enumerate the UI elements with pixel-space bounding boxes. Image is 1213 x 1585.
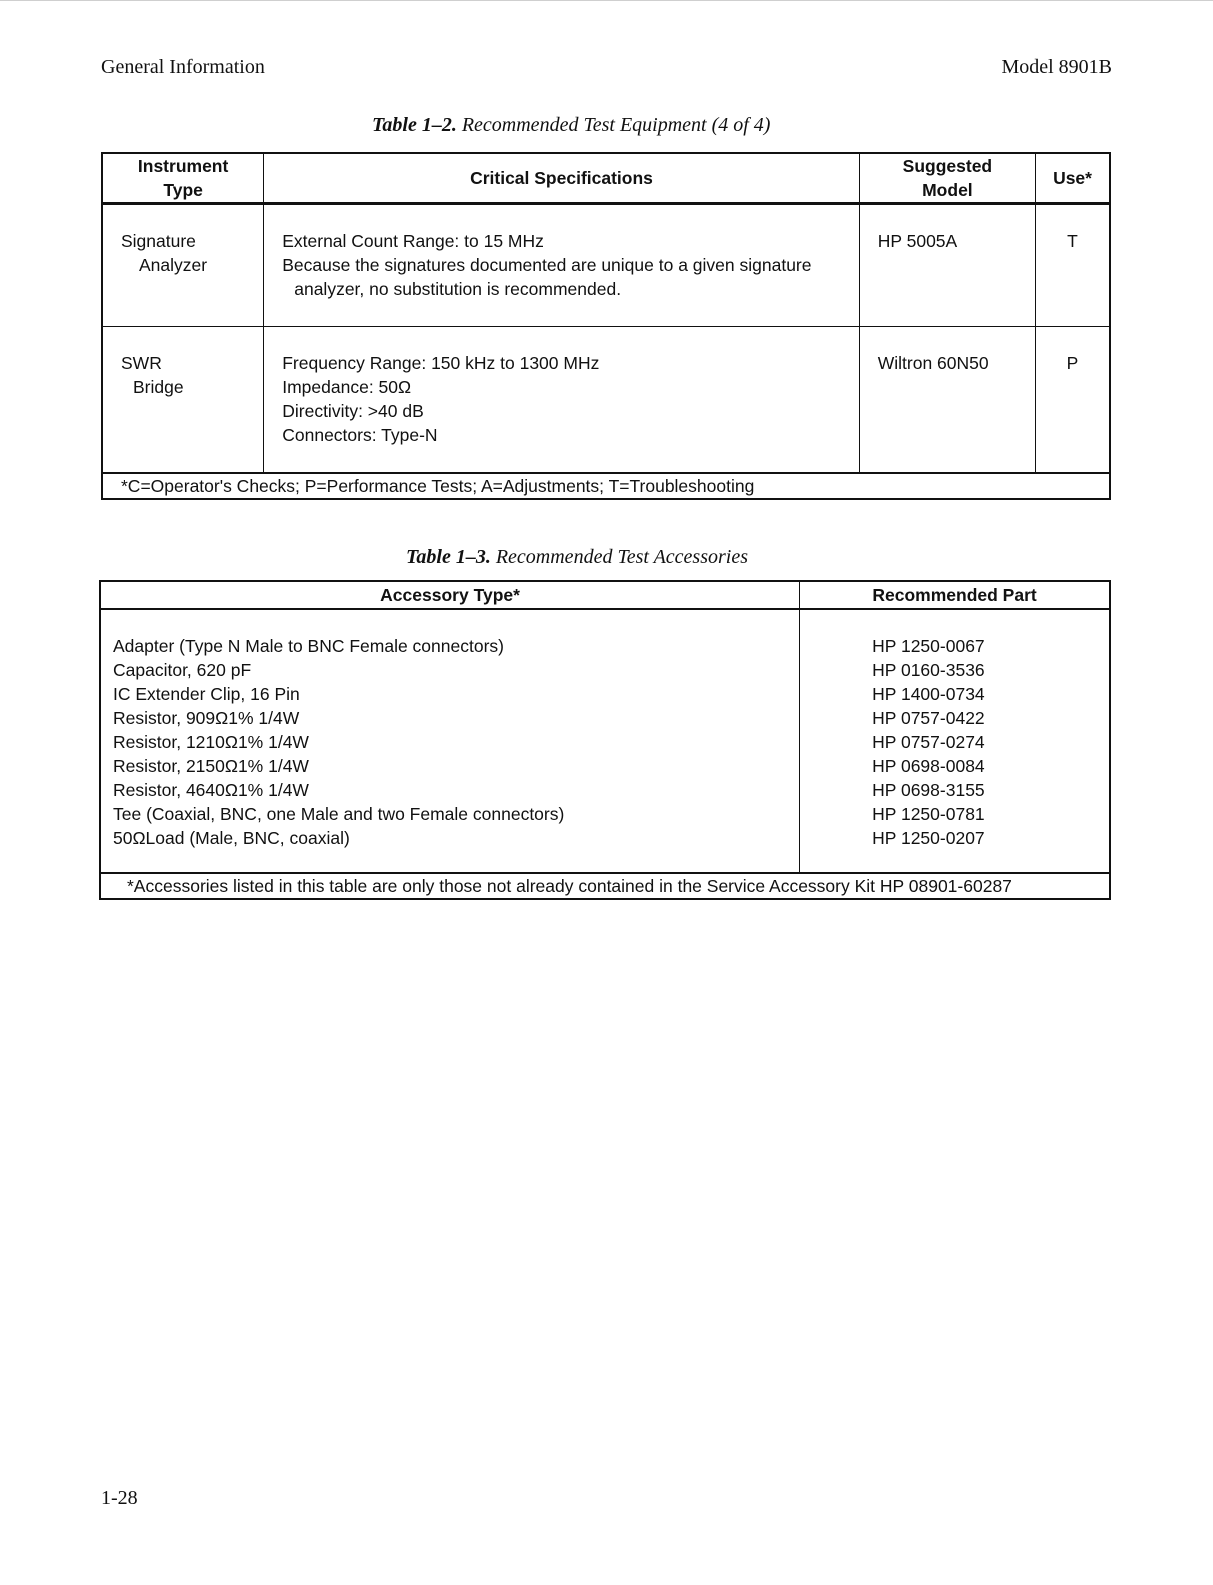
list-item: HP 1400-0734	[872, 684, 985, 704]
suggested-model-cell: HP 5005A	[859, 204, 1035, 327]
instrument-type-cell: Signature Analyzer	[102, 204, 264, 327]
table1-caption	[372, 114, 770, 137]
col-header-recommended-part: Recommended Part	[800, 581, 1110, 609]
table2-caption-label: Table 1–3.	[406, 546, 491, 568]
col-header-instrument-type: Instrument Type	[102, 153, 264, 204]
table-footnote-row	[102, 473, 1110, 499]
page-number: 1-28	[101, 1487, 138, 1509]
list-item: HP 1250-0781	[872, 804, 985, 824]
use-legend-footnote: *C=Operator's Checks; P=Performance Tests; A=Adjustments; T=Troubleshooting	[102, 473, 1110, 499]
table-row	[102, 204, 1110, 327]
table1-caption-label: Table 1–2.	[372, 114, 457, 136]
list-item: HP 0757-0422	[872, 708, 985, 728]
accessory-list	[100, 609, 800, 873]
critical-specs-cell: External Count Range: to 15 MHz Because the signatures documented are unique to a given signature analyzer, no substitution is recommended.	[264, 204, 860, 327]
list-item: HP 1250-0067	[872, 636, 985, 656]
recommended-test-accessories-table	[99, 580, 1111, 900]
list-item: HP 0698-0084	[872, 756, 985, 776]
list-item: Resistor, 4640Ω1% 1/4W	[113, 780, 309, 800]
use-cell: T	[1036, 204, 1110, 327]
model-header: Model 8901B	[1001, 56, 1112, 78]
list-item: Adapter (Type N Male to BNC Female connectors)	[113, 636, 504, 656]
table-footnote-row	[100, 873, 1110, 899]
instrument-type-cell: SWR Bridge	[102, 327, 264, 474]
table1-caption-text: Recommended Test Equipment (4 of 4)	[461, 114, 771, 136]
table-row	[102, 327, 1110, 474]
use-cell: P	[1036, 327, 1110, 474]
list-item: HP 1250-0207	[872, 828, 985, 848]
list-item: IC Extender Clip, 16 Pin	[113, 684, 300, 704]
col-header-critical-specifications: Critical Specifications	[264, 153, 860, 204]
list-item: HP 0160-3536	[872, 660, 985, 680]
page-top-border	[0, 0, 1213, 1]
list-item: Tee (Coaxial, BNC, one Male and two Female connectors)	[113, 804, 565, 824]
list-item: HP 0757-0274	[872, 732, 985, 752]
critical-specs-cell: Frequency Range: 150 kHz to 1300 MHz Impedance: 50Ω Directivity: >40 dB Connectors: Type-N	[264, 327, 860, 474]
col-header-accessory-type: Accessory Type*	[100, 581, 800, 609]
part-number-list	[800, 609, 1110, 873]
suggested-model-cell: Wiltron 60N50	[859, 327, 1035, 474]
list-item: Resistor, 2150Ω1% 1/4W	[113, 756, 309, 776]
list-item: Capacitor, 620 pF	[113, 660, 252, 680]
list-item: HP 0698-3155	[872, 780, 985, 800]
col-header-use: Use*	[1036, 153, 1110, 204]
table-row	[100, 609, 1110, 873]
list-item: Resistor, 1210Ω1% 1/4W	[113, 732, 309, 752]
table2-caption	[406, 546, 748, 569]
table2-caption-text: Recommended Test Accessories	[495, 546, 748, 568]
list-item: 50ΩLoad (Male, BNC, coaxial)	[113, 828, 350, 848]
accessory-footnote: *Accessories listed in this table are only those not already contained in the Service Accessory Kit HP 08901-60287	[100, 873, 1110, 899]
recommended-test-equipment-table	[101, 152, 1111, 500]
section-header: General Information	[101, 56, 265, 78]
list-item: Resistor, 909Ω1% 1/4W	[113, 708, 300, 728]
col-header-suggested-model: Suggested Model	[859, 153, 1035, 204]
